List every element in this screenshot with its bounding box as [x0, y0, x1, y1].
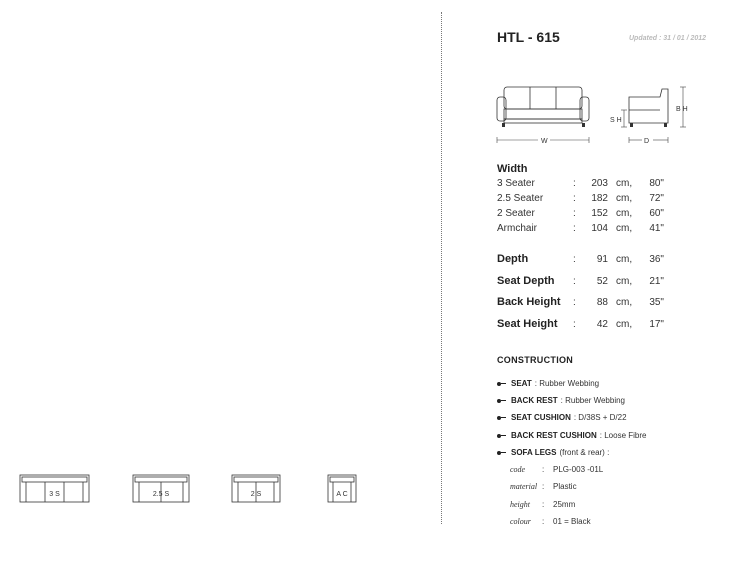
- bullet-icon: [497, 416, 506, 420]
- model-title: HTL - 615: [497, 29, 560, 45]
- colon: :: [542, 517, 545, 526]
- cm-unit: cm,: [616, 223, 633, 234]
- width-inch: 80": [649, 178, 664, 189]
- construction-key: BACK REST: [511, 396, 558, 405]
- layout-label: 3 S: [49, 491, 60, 498]
- dim-inch: 21": [649, 276, 664, 287]
- construction-item: [497, 413, 627, 422]
- construction-key: SEAT CUSHION: [511, 413, 571, 422]
- sofa-base: [504, 119, 582, 123]
- colon: :: [573, 297, 576, 308]
- dim-cm: 52: [596, 276, 608, 287]
- cm-unit: cm,: [616, 208, 633, 219]
- construction-key: SEAT: [511, 379, 532, 388]
- colon: :: [573, 276, 576, 287]
- dim-cm: 91: [596, 254, 608, 265]
- layout-label: 2 S: [250, 491, 262, 498]
- cm-unit: cm,: [616, 319, 633, 330]
- leg-key: code: [510, 465, 526, 474]
- bh-label: B H: [676, 106, 688, 113]
- colon: :: [542, 500, 545, 509]
- construction-value: : Rubber Webbing: [534, 379, 600, 388]
- w-label: W: [541, 138, 548, 145]
- updated-date: Updated : 31 / 01 / 2012: [629, 35, 707, 42]
- dim-label: Seat Height: [497, 318, 558, 330]
- leg-value: PLG-003 -01L: [553, 465, 604, 474]
- width-cm: 104: [591, 223, 608, 234]
- cm-unit: cm,: [616, 297, 633, 308]
- construction-item: [497, 379, 599, 388]
- colon: :: [573, 319, 576, 330]
- colon: :: [542, 465, 545, 474]
- width-inch: 41": [649, 223, 664, 234]
- width-cm: 152: [591, 208, 608, 219]
- width-label: Armchair: [497, 223, 538, 234]
- construction-value: : Rubber Webbing: [560, 396, 626, 405]
- bullet-icon: [497, 451, 506, 455]
- layout-label: 2.5 S: [152, 491, 170, 498]
- width-cm: 182: [591, 193, 608, 204]
- sofa-leg: [582, 123, 585, 127]
- sofa-leg: [502, 123, 505, 127]
- bullet-icon: [497, 399, 506, 403]
- dimension-diagram: [490, 80, 695, 150]
- width-label: 2.5 Seater: [497, 193, 544, 204]
- construction-heading: CONSTRUCTION: [497, 355, 574, 365]
- d-label: D: [644, 138, 650, 145]
- dim-cm: 42: [596, 319, 608, 330]
- width-label: 3 Seater: [497, 178, 535, 189]
- colon: :: [542, 482, 545, 491]
- width-inch: 60": [649, 208, 664, 219]
- dim-label: Back Height: [497, 296, 561, 308]
- cm-unit: cm,: [616, 193, 633, 204]
- bullet-icon: [497, 434, 506, 438]
- cm-unit: cm,: [616, 276, 633, 287]
- colon: :: [573, 254, 576, 265]
- layout-ac-drawing: [327, 474, 357, 504]
- construction-value: : D/38S + D/22: [573, 413, 627, 422]
- width-inch: 72": [649, 193, 664, 204]
- width-label: 2 Seater: [497, 208, 535, 219]
- layout-label: A C: [336, 491, 348, 498]
- layout-25s-drawing: [132, 474, 190, 504]
- construction-value: (front & rear) :: [559, 448, 610, 457]
- dim-inch: 36": [649, 254, 664, 265]
- colon: :: [573, 193, 576, 204]
- dim-inch: 35": [649, 297, 664, 308]
- width-heading: Width: [497, 163, 528, 175]
- dim-label: Depth: [497, 253, 529, 265]
- construction-key: SOFA LEGS: [511, 448, 557, 457]
- leg-value: Plastic: [553, 482, 577, 491]
- construction-item: [497, 431, 646, 440]
- construction-key: BACK REST CUSHION: [511, 431, 597, 440]
- leg-key: material: [510, 482, 538, 491]
- sofa-back-outline: [504, 87, 582, 109]
- construction-value: : Loose Fibre: [599, 431, 647, 440]
- sofa-seat: [504, 109, 582, 119]
- leg-key: height: [510, 500, 530, 509]
- colon: :: [573, 178, 576, 189]
- colon: :: [573, 208, 576, 219]
- side-view-outline: [629, 89, 668, 123]
- colon: :: [573, 223, 576, 234]
- sofa-leg: [664, 123, 667, 127]
- sofa-leg: [630, 123, 633, 127]
- sh-label: S H: [610, 117, 622, 124]
- cm-unit: cm,: [616, 178, 633, 189]
- dotted-divider: [441, 12, 442, 524]
- leg-key: colour: [510, 517, 531, 526]
- leg-value: 25mm: [553, 500, 576, 509]
- cm-unit: cm,: [616, 254, 633, 265]
- bullet-icon: [497, 382, 506, 386]
- layout-3s-drawing: [19, 474, 90, 504]
- layout-2s-drawing: [231, 474, 281, 504]
- dim-label: Seat Depth: [497, 275, 555, 287]
- leg-value: 01 = Black: [553, 517, 591, 526]
- construction-item: [497, 448, 609, 457]
- construction-item: [497, 396, 625, 405]
- dim-cm: 88: [596, 297, 608, 308]
- dim-inch: 17": [649, 319, 664, 330]
- width-cm: 203: [591, 178, 608, 189]
